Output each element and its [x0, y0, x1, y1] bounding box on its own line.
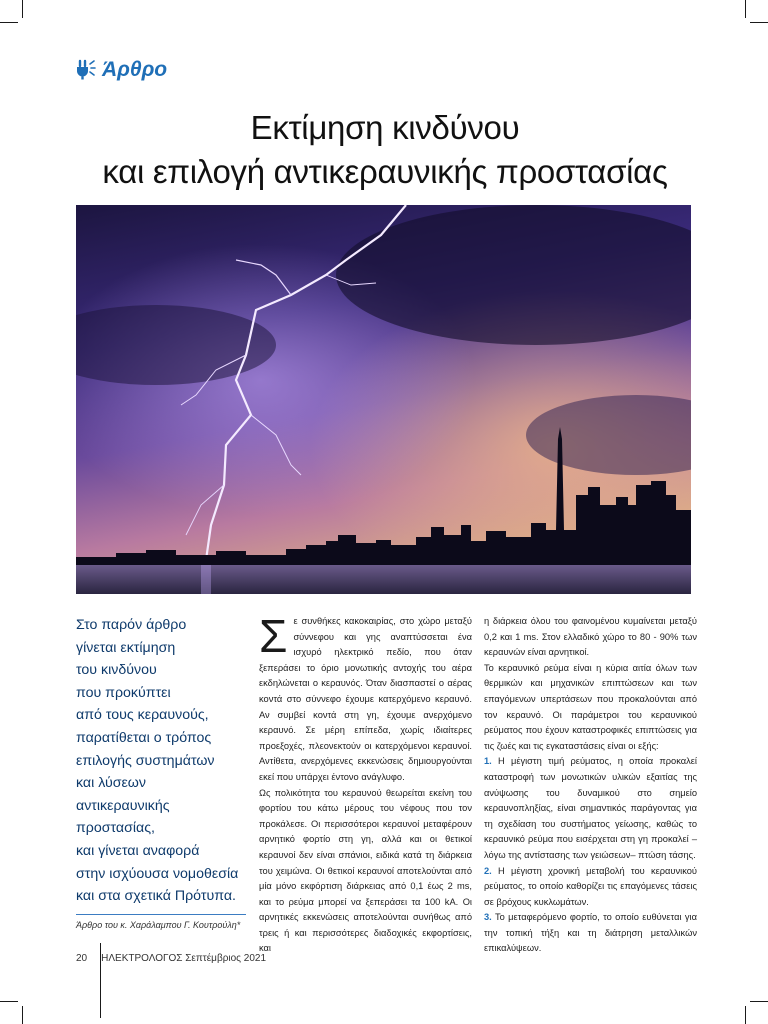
crop-mark: [22, 1006, 23, 1024]
body-paragraph: Το κεραυνικό ρεύμα είναι η κύρια αιτία όλων των θερμικών και μηχανικών επιπτώσεων και των επαγόμενων υπερτάσεων που προκαλούνται από τον κεραυνό. Οι παράμετροι του κεραυνικού ρεύματος που έχουν καταστροφικές επιπτώσεις για τις ζωές και τις εγκαταστάσεις είναι οι εξής:: [484, 662, 697, 751]
body-paragraph: Ως πολικότητα του κεραυνού θεωρείται εκείνη του φορτίου του κάτω μέρους του νέφους που τον προκάλεσε. Οι περισσότεροι κεραυνοί μεταφέρουν αρνητικό φορτίο στη γη, αλλά και οι θετικοί κεραυνοί δεν είναι σπάνιοι, ειδικά κατά τη διάρκεια του χειμώνα. Οι θετικοί κεραυνοί αποτελούνται από μία μόνο εκφόρτιση διάρκειας από 0,1 έως 2 ms, και το ρεύμα μπορεί να ξεπεράσει τα 100 kA. Οι αρνητικές εκκενώσεις αποτελούνται συνήθως από τρεις ή και περισσότερες διαδοχικές εκφορτίσεις, και: [259, 787, 472, 954]
lede-line: προστασίας,: [76, 820, 156, 837]
list-text: Η μέγιστη τιμή ρεύματος, η οποία προκαλεί καταστροφή των μονωτικών υλικών εξαιτίας της ανύψωσης του δυναμικού στο σημείο κεραυνοπληξίας, είναι σημαντικός παράγοντας για τη σχεδίαση του συστήματος γείωσης, καθώς το κεραυνικό ρεύμα που εισέρχεται στη γη προκαλεί –λόγω της αντίστασης των γειώσεων– πτώση τάσης.: [484, 756, 697, 860]
crop-mark: [0, 1001, 18, 1002]
lede-line: αντικεραυνικής: [76, 797, 170, 814]
city-skyline-lightning-photo: [76, 205, 691, 594]
lede-line: και λύσεων: [76, 775, 146, 792]
magazine-issue: ΗΛΕΚΤΡΟΛΟΓΟΣ Σεπτέμβριος 2021: [101, 953, 267, 964]
page-footer: [76, 953, 266, 964]
page-number: 20: [76, 953, 88, 964]
lede-line: και στα σχετικά Πρότυπα.: [76, 888, 236, 905]
lede-text: [76, 614, 246, 908]
title-line-1: Εκτίμηση κινδύνου: [250, 109, 520, 146]
list-number: 3.: [484, 912, 492, 923]
crop-mark: [745, 1006, 746, 1024]
lede-divider: [76, 914, 246, 915]
body-paragraph: η διάρκεια όλου του φαινομένου κυμαίνεται μεταξύ 0,2 και 1 ms. Στον ελλαδικό χώρο το 80 - 90% των κεραυνών είναι αρνητικοί.: [484, 616, 697, 658]
lede-line: στην ισχύουσα νομοθεσία: [76, 865, 239, 882]
drop-cap: Σ: [259, 610, 288, 662]
list-item: [484, 754, 697, 863]
lede-line: και γίνεται αναφορά: [76, 842, 200, 859]
lede-line: επιλογής συστημάτων: [76, 752, 215, 769]
list-text: Η μέγιστη χρονική μεταβολή του κεραυνικού ρεύματος, το οποίο καθορίζει τις επαγόμενες τάσεις σε βρόχους κυκλωμάτων.: [484, 865, 697, 907]
body-column-3: [484, 614, 697, 957]
list-text: Το μεταφερόμενο φορτίο, το οποίο ευθύνεται για την τοπική τήξη και τη διάτρηση μεταλλικών επικαλύψεων.: [484, 912, 697, 954]
list-item: [484, 864, 697, 911]
body-paragraph: ε συνθήκες κακοκαιρίας, στο χώρο μεταξύ σύννεφου και γης αναπτύσσεται ένα ισχυρό ηλεκτρικό πεδίο, που όταν ξεπεράσει το όριο μονωτικής αντοχής του αέρα εκδηλώνεται ο κεραυνός. Όταν διασπαστεί ο αέρας κοντά στο σύννεφο έχουμε κατερχόμενο κεραυνό. Αν συμβεί κοντά στη γη, έχουμε ανερχόμενο κεραυνό. Σε μέρη επίπεδα, χωρίς ιδιαίτερες προεξοχές, πλεονεκτούν οι κατερχόμενοι κεραυνοί. Αντίθετα, ανερχόμενες εκκενώσεις δημιουργούνται εκεί που υπάρχει έντονο ανάγλυφο.: [259, 616, 472, 782]
lede-line: παρατίθεται ο τρόπος: [76, 729, 212, 746]
article-title: [60, 106, 710, 194]
author-credit: Άρθρο του κ. Χαράλαμπου Γ. Κουτρούλη*: [76, 920, 241, 930]
lede-line: Στο παρόν άρθρο: [76, 617, 187, 633]
list-item: [484, 910, 697, 957]
section-label-text: Άρθρο: [102, 58, 168, 81]
lede-line: του κινδύνου: [76, 662, 157, 679]
crop-mark: [22, 0, 23, 18]
lede-line: που προκύπτει: [76, 684, 171, 701]
section-label: [76, 56, 167, 84]
body-column-2: [259, 610, 472, 957]
crop-mark: [750, 1001, 768, 1002]
crop-mark: [745, 0, 746, 18]
list-number: 1.: [484, 756, 492, 767]
list-number: 2.: [484, 865, 492, 876]
lede-line: γίνεται εκτίμηση: [76, 639, 176, 656]
title-line-2: και επιλογή αντικεραυνικής προστασίας: [102, 153, 668, 190]
lightbulb-plug-icon: [76, 59, 96, 81]
crop-mark: [750, 22, 768, 23]
crop-mark: [0, 22, 18, 23]
lede-line: από τους κεραυνούς,: [76, 707, 209, 724]
